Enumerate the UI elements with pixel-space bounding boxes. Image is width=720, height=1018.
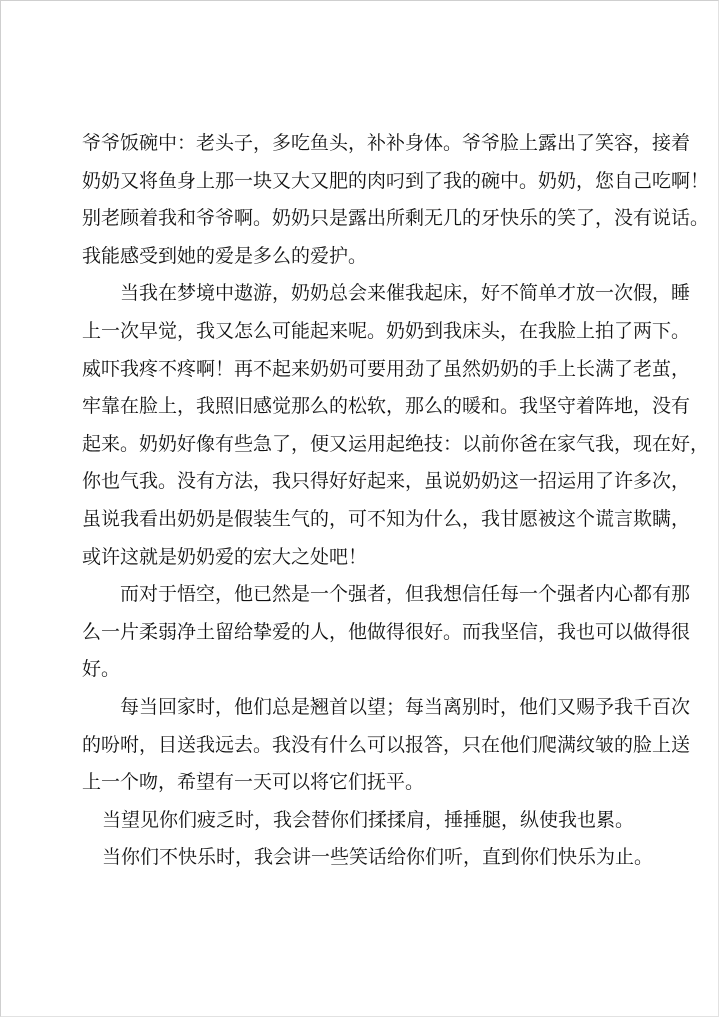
text-line: 好。 — [82, 658, 121, 681]
paragraph-4 — [82, 689, 691, 802]
text-line: 的吩咐，目送我远去。我没有什么可以报答，只在他们爬满纹皱的脸上送 — [82, 733, 691, 756]
text-line: 别老顾着我和爷爷啊。奶奶只是露出所剩无几的牙快乐的笑了，没有说话。 — [82, 207, 710, 230]
text-line: 奶奶又将鱼身上那一块又大又肥的肉叼到了我的碗中。奶奶，您自己吃啊！ — [82, 169, 710, 192]
text-line: 或许这就是奶奶爱的宏大之处吧！ — [82, 545, 368, 568]
text-line: 上一次早觉，我又怎么可能起来呢。奶奶到我床头，在我脸上拍了两下。 — [82, 319, 691, 342]
text-line: 你也气我。没有方法，我只得好好起来，虽说奶奶这一招运用了许多次， — [82, 470, 691, 493]
text-line: 当望见你们疲乏时，我会替你们揉揉肩，捶捶腿，纵使我也累。 — [102, 808, 635, 831]
text-line: 当你们不快乐时，我会讲一些笑话给你们听，直到你们快乐为止。 — [102, 846, 654, 869]
text-line: 爷爷饭碗中：老头子，多吃鱼头，补补身体。爷爷脸上露出了笑容，接着 — [82, 132, 691, 154]
text-line: 而对于悟空，他已然是一个强者，但我想信任每一个强者内心都有那 — [120, 583, 691, 606]
text-line: 我能感受到她的爱是多么的爱护。 — [82, 244, 368, 267]
document-body — [82, 125, 710, 877]
paragraph-2 — [82, 275, 710, 576]
text-line: 威吓我疼不疼啊！再不起来奶奶可要用劲了虽然奶奶的手上长满了老茧， — [82, 357, 691, 380]
text-line: 每当回家时，他们总是翘首以望；每当离别时，他们又赐予我千百次 — [120, 695, 691, 718]
paragraph-6 — [82, 839, 654, 877]
text-line: 牢靠在脸上，我照旧感觉那么的松软，那么的暖和。我坚守着阵地，没有 — [82, 395, 691, 418]
text-line: 上一个吻，希望有一天可以将它们抚平。 — [82, 771, 425, 794]
text-line: 么一片柔弱净土留给挚爱的人，他做得很好。而我坚信，我也可以做得很 — [82, 620, 691, 643]
paragraph-3 — [82, 576, 691, 689]
paragraph-5 — [82, 802, 642, 840]
text-line: 起来。奶奶好像有些急了，便又运用起绝技：以前你爸在家气我，现在好， — [82, 432, 710, 455]
text-line: 当我在梦境中遨游，奶奶总会来催我起床，好不简单才放一次假，睡 — [120, 282, 691, 305]
paragraph-1 — [82, 125, 710, 275]
text-line: 虽说我看出奶奶是假装生气的，可不知为什么，我甘愿被这个谎言欺瞒， — [82, 507, 691, 530]
